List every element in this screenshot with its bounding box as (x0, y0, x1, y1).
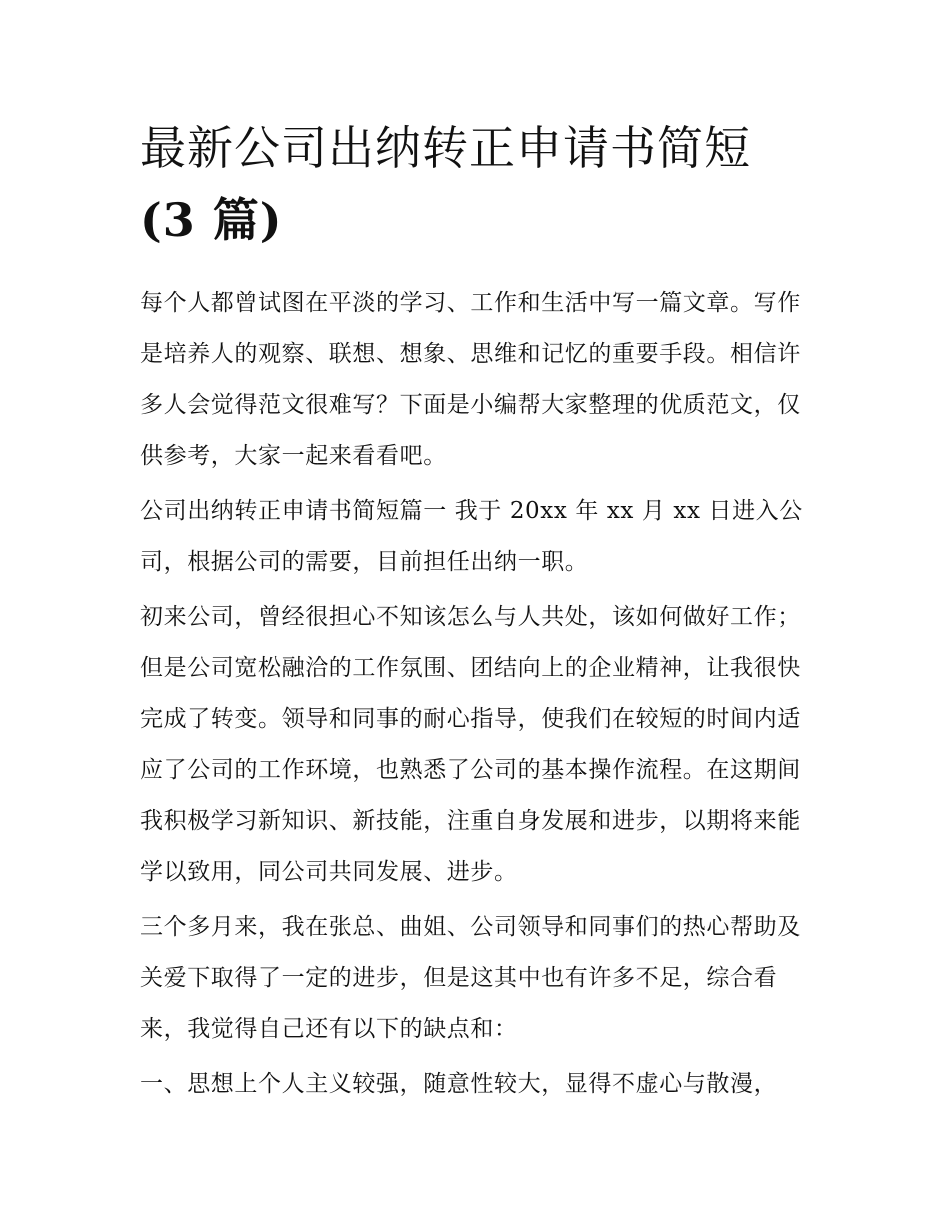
document-title (140, 112, 815, 256)
title-line-1: 最新公司出纳转正申请书简短 (140, 121, 751, 175)
paragraph-adaptation: 初来公司，曾经很担心不知该怎么与人共处，该如何做好工作；但是公司宽松融洽的工作氛围、团结向上的企业精神，让我很快完成了转变。领导和同事的耐心指导，使我们在较短的时间内适应了公司的工作环境，也熟悉了公司的基本操作流程。在这期间我积极学习新知识、新技能，注重自身发展和进步，以期将来能学以致用，同公司共同发展、进步。 (140, 604, 801, 885)
document-body (140, 112, 815, 1114)
title-line-2: (3 篇) (140, 193, 283, 247)
paragraph-shortcoming-1: 一、思想上个人主义较强，随意性较大，显得不虚心与散漫， (140, 1071, 778, 1097)
paragraph-opening: 公司出纳转正申请书简短篇一 我于 20xx 年 xx 月 xx 日进入公司，根据公司的需要，目前担任出纳一职。 (140, 498, 803, 575)
paragraph-intro: 每个人都曾试图在平淡的学习、工作和生活中写一篇文章。写作是培养人的观察、联想、想象、思维和记忆的重要手段。相信许多人会觉得范文很难写？下面是小编帮大家整理的优质范文，仅供参考，大家一起来看看吧。 (140, 290, 801, 469)
paragraph-progress: 三个多月来，我在张总、曲姐、公司领导和同事们的热心帮助及关爱下取得了一定的进步，但是这其中也有许多不足，综合看来，我觉得自己还有以下的缺点和： (140, 914, 801, 1042)
